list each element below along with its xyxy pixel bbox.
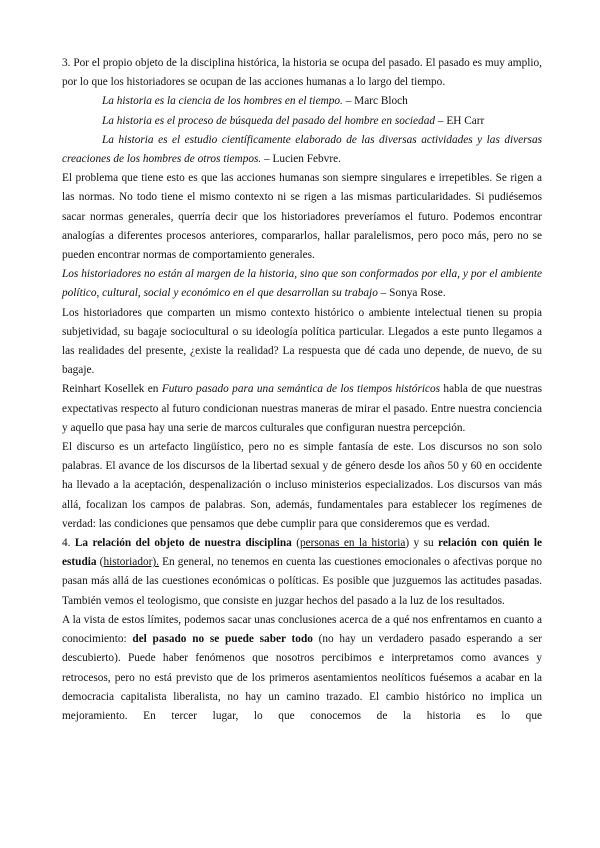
underline-historian: historiador). — [103, 556, 159, 569]
quote-rose — [62, 265, 542, 303]
quote-carr-author: – EH Carr — [435, 114, 485, 127]
koselleck-book-title: Futuro pasado para una semántica de los tiempos históricos — [161, 383, 441, 396]
underline-people-in-history: personas en la historia — [299, 537, 406, 550]
conclusions-bold: del pasado no se puede saber todo — [132, 633, 313, 646]
quote-rose-author: – Sonya Rose. — [377, 287, 446, 300]
koselleck-rest: habla de que nuestras expectativas respecto al futuro condicionan nuestras maneras de mirar el pasado. Entre nuestra conciencia y aquello que pasa hay una serie de marcos culturales que configuran nuestra percepción. — [62, 383, 542, 434]
conclusions-lead: A la vista de estos límites, podemos sacar unas conclusiones acerca de a qué nos enfrentamos en cuanto a conocimiento: — [62, 613, 542, 646]
koselleck-lead: Reinhart Kosellek en — [62, 383, 162, 396]
quote-bloch-text: La historia es la ciencia de los hombres en el tiempo. — [102, 95, 343, 108]
quote-carr-text: La historia es el proceso de búsqueda del pasado del hombre en sociedad — [102, 114, 436, 127]
connector-text: ) y su — [405, 537, 439, 550]
section-3-intro: 3. Por el propio objeto de la disciplina histórica, la historia se ocupa del pasado. El pasado es muy amplio, por lo que los historiadores se ocupan de las acciones humanas a lo largo del tiempo. — [62, 57, 542, 89]
quote-bloch — [62, 92, 542, 111]
quote-rose-text: Los historiadores no están al margen de la historia, sino que son conformados por ella, y por el ambiente político, cultural, social y económico en el que desarrollan su trabajo — [62, 268, 542, 300]
quote-bloch-author: – Marc Bloch — [342, 95, 408, 108]
quote-febvre-author: – Lucien Febvre. — [261, 153, 341, 166]
section-4-rest: En general, no tenemos en cuenta las cuestiones emocionales o afectivas porque no pasan más allá de las cuestiones económicas o políticas. Es posible que juzguemos las actitudes pasadas. También vemos el teologismo, que consiste en juzgar hechos del pasado a la luz de los resultados. — [62, 556, 542, 607]
paragraph-conclusions — [62, 611, 542, 726]
section-4-heading-relation: relación con quién le estudia — [62, 537, 542, 569]
paren-open-2: ( — [96, 556, 104, 569]
conclusions-rest: (no hay un verdadero pasado esperando a ser descubierto). Puede haber fenómenos que nosotros percibimos e interpretamos como avances y retrocesos, pero no está previsto que de los primeros asentamientos neolíticos fuésemos a acabar en la democracia capitalista liberalista, no hay un camino trazado. El cambio histórico no implica un mejoramiento. En tercer lugar, lo que conocemos de la historia es lo que — [62, 633, 543, 722]
section-4-number: 4. — [62, 537, 75, 550]
quote-febvre-text: La historia es el estudio científicamente elaborado de las diversas actividades y las diversas creaciones de los hombres de otros tiempos. — [62, 133, 542, 166]
quote-febvre — [62, 131, 542, 169]
paragraph-subjectivity: Los historiadores que comparten un mismo contexto histórico o ambiente intelectual tienen su propia subjetividad, su bagaje sociocultural o su ideología política particular. Llegados a este punto llegamos a las realidades del presente, ¿existe la realidad? La respuesta que dé cada uno depende, de nuevo, de su bagaje. — [62, 306, 542, 377]
paren-open: ( — [291, 537, 300, 550]
paragraph-koselleck — [62, 380, 542, 438]
section-4-heading-object: La relación del objeto de nuestra disciplina — [74, 537, 292, 550]
paragraph-discourse: El discurso es un artefacto lingüístico, pero no es simple fantasía de este. Los discursos no son solo palabras. El avance de los discursos de la libertad sexual y de género desde los años 50 y 60 en occidente ha llevado a la aceptación, despenalización o incluso ministerios especializados. Los discursos van más allá, focalizan los campos de palabras. Son, además, fundamentales para establecer los regímenes de verdad: las condiciones que pensamos que debe cumplir para que consideremos que es verdad. — [62, 441, 542, 530]
section-4-paragraph — [62, 534, 542, 611]
quote-carr — [62, 112, 542, 131]
paragraph-singular-actions: El problema que tiene esto es que las acciones humanas son siempre singulares e irrepetibles. Se rigen a las normas. No todo tiene el mismo contexto ni se rigen a las mismas particularidades. Si pudiésemos sacar normas generales, querría decir que los historiadores preveríamos el futuro. Podemos encontrar analogías a diferentes procesos anteriores, compararlos, hallar paralelismos, pero poco más, pero no se pueden encontrar normas de comportamiento generales. — [62, 172, 542, 262]
